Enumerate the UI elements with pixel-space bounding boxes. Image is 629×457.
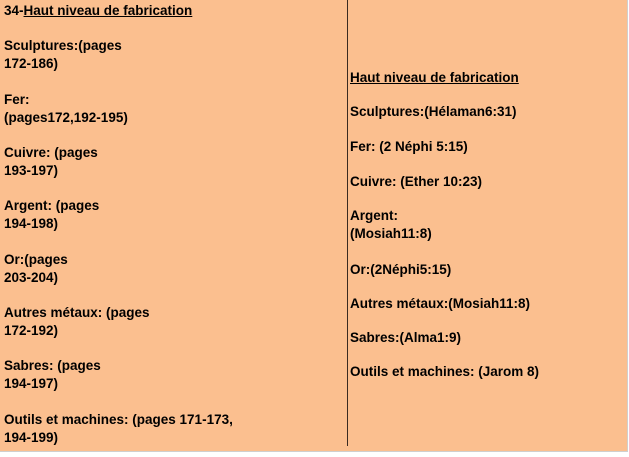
left-item-sculptures [4, 37, 122, 73]
right-item-sculptures [350, 103, 517, 121]
right-item-line1: Sculptures:(Hélaman6:31) [350, 104, 517, 119]
right-item-line1: Sabres:(Alma1:9) [350, 330, 462, 345]
left-item-line2: (pages172,192-195) [4, 110, 128, 125]
left-item-outils [4, 411, 233, 447]
right-item-autres-metaux [350, 295, 530, 313]
right-item-outils [350, 363, 539, 381]
left-item-line1: Autres métaux: (pages [4, 305, 150, 320]
left-title-text: Haut niveau de fabrication [23, 3, 193, 18]
right-item-sabres [350, 329, 461, 347]
right-item-line1: Or:(2Néphi5:15) [350, 262, 452, 277]
right-item-line1: Outils et machines: (Jarom 8) [350, 364, 540, 379]
right-item-line1: Cuivre: (Ether 10:23) [350, 174, 483, 189]
left-item-line1: Sculptures:(pages [4, 38, 122, 53]
left-item-line1: Argent: (pages [4, 198, 100, 213]
right-item-argent [350, 207, 432, 243]
right-item-cuivre [350, 173, 482, 191]
left-item-fer [4, 91, 128, 127]
right-item-fer [350, 138, 468, 156]
left-title-number: 34- [4, 3, 24, 18]
right-item-line1: Fer: (2 Néphi 5:15) [350, 139, 468, 154]
left-item-line2: 172-192) [4, 323, 59, 338]
left-item-line1: Or:(pages [4, 252, 68, 267]
left-item-line1: Fer: [4, 92, 30, 107]
left-item-line2: 194-197) [4, 376, 59, 391]
right-title: Haut niveau de fabrication [350, 70, 519, 85]
left-item-argent [4, 197, 99, 233]
right-item-line1: Autres métaux:(Mosiah11:8) [350, 296, 531, 311]
left-item-line1: Outils et machines: (pages 171-173, [4, 412, 233, 427]
left-title [4, 2, 192, 20]
right-item-line1: Argent: [350, 208, 398, 223]
left-item-or [4, 251, 68, 287]
left-item-line1: Sabres: (pages [4, 358, 101, 373]
column-divider [347, 0, 348, 446]
left-item-line2: 172-186) [4, 56, 59, 71]
right-item-or [350, 261, 451, 279]
left-item-line1: Cuivre: (pages [4, 145, 98, 160]
right-item-line2: (Mosiah11:8) [350, 226, 432, 241]
left-item-sabres [4, 357, 101, 393]
left-item-line2: 194-198) [4, 216, 59, 231]
left-item-line2: 203-204) [4, 270, 59, 285]
left-item-autres-metaux [4, 304, 150, 340]
left-item-cuivre [4, 144, 98, 180]
left-item-line2: 193-197) [4, 163, 59, 178]
left-item-line2: 194-199) [4, 430, 59, 445]
